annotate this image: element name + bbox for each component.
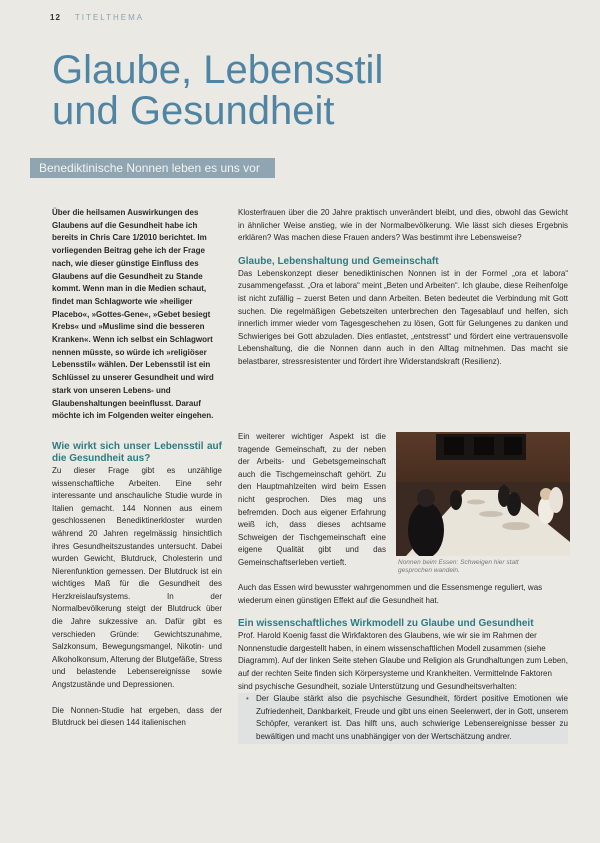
intro-paragraph: Über die heilsamen Auswirkungen des Glaubens auf die Gesundheit habe ich bereits in Chris Care 1/2010 berichtet. Im vorliegenden Beitrag gehe ich der Frage nach, wie dieser günstige Einfluss des Glaubens auf die Gesundheit zu Stande kommt. Wenn man in die Medien schaut, findet man Schlagworte wie »heiliger Placebo«, »Gottes-Gene«, »Gebet besiegt Krebs« und »Muslime sind die besseren Kranken«. Wenn ich selbst ein Schlagwort nennen müsste, so würde ich »religiöser Lebensstil« wählen. Der Lebensstil ist ein Schlüssel zu unserer Gesundheit und wird stark von unseren Lebens- und Glaubenshaltungen beeinflusst. Darauf möchte ich im Folgenden weiter eingehen.: [52, 208, 214, 421]
column-left: [52, 207, 222, 730]
community-paragraph-3: Auch das Essen wird bewusster wahrgenommen und die Essensmenge reguliert, was wiederum einen günstigen Effekt auf die Gesundheit hat.: [238, 583, 543, 605]
column-right-lower: [238, 582, 568, 744]
model-bullet-list: [238, 693, 568, 743]
lifestyle-paragraph-1: Zu dieser Frage gibt es unzählige wissenschaftliche Arbeiten. Eine sehr interessante und anschauliche Studie wurde in Italien gemacht. 144 Nonnen aus einem geschlossenen Benediktinerkloster wurden während 20 Jahren regelmässig hinsichtlich ihres Gesundheitszustandes untersucht. Dabei wurden Gewicht, Blutdruck, Cholesterin und Nierenfunktion gemessen. Der Blutdruck ist ein wichtiges Maß für die Gesundheit des Herzkreislaufsystems. In der Normalbevölkerung steigt der Blutdruck über die Jahre sukzessive an. Dafür gibt es verschieden Gründe: Gewichtszunahme, Salzkonsum, Bewegungsmangel, Nikotin- und Alkoholkonsum, Alterung der Blutgefäße, Stress und belastende Lebensereignisse sowie Angstzustände und Depressionen.: [52, 465, 222, 690]
page-header: [50, 10, 144, 24]
community-paragraph-2: Ein weiterer wichtiger Aspekt ist die tragende Gemeinschaft, zu der neben der Arbeits- und Gebetsgemeinschaft auch die Tischgemeinschaft gehört. Zu den Hauptmahlzeiten wird beim Essen nicht gesprochen. Dies mag uns befremden. Doch aus eigener Erfahrung weiß ich, dass dieses achtsame Schweigen der Tischgemeinschaft eine eigene Qualität gibt und das Gemeinschaftserleben vertieft.: [238, 432, 386, 567]
model-bullet-1: • Der Glaube stärkt also die psychische Gesundheit, fördert positive Emotionen wie Zufriedenheit, Dankbarkeit, Freude und gibt uns einen Seelenwert, der in Gott, unserem Schöpfer, verankert ist. Das hilft uns, auch schwierige Lebensereignisse besser zu bewältigen und macht uns unabhängiger von der Wertschätzung andrer.: [248, 693, 568, 743]
photo-caption: Nonnen beim Essen: Schweigen hier statt gesprochen wandeln.: [398, 559, 519, 574]
lifestyle-paragraph-2: Die Nonnen-Studie hat ergeben, dass der Blutdruck bei diesen 144 italienischen: [52, 705, 222, 728]
page-number: 12: [50, 12, 61, 22]
nuns-dining-photo: [396, 432, 570, 556]
section-heading-community: Glaube, Lebenshaltung und Gemeinschaft: [238, 255, 439, 267]
community-paragraph: Das Lebenskonzept dieser benediktinischen Nonnen ist in der Formel „ora et labora“ zusammengefasst. „Ora et labora“ meint „Beten und Arbeiten“. Ich glaube, diese Reihenfolge ist nicht zufällig – zuerst Beten und dann Arbeiten. Beten bedeutet die Verbindung mit Gott suchen. Die regelmäßigen Gebetszeiten unterbrechen den Tagesablauf und helfen, sich innerlich immer wieder vom Tagesgeschehen zu lösen, Gott für Gelungenes zu danken und Schwieriges bei Gott abzuladen. Dies entlastet, „entstresst“ und fördert eine vertrauensvolle Lebenshaltung, die die Nonnen dann auch in den Alltag mitnehmen. Das macht sie belastbarer, stressresistenter und fördert ihre Widerstandskraft (Resilienz).: [238, 268, 568, 366]
section-heading-lifestyle: Wie wirkt sich unser Lebensstil auf die Gesundheit aus?: [52, 440, 222, 464]
section-label: TITELTHEMA: [74, 12, 145, 22]
dining-room-image: [396, 432, 570, 556]
section-heading-model: Ein wissenschaftliches Wirkmodell zu Glaube und Gesundheit: [238, 618, 534, 630]
subtitle-bar: Benediktinische Nonnen leben es uns vor: [30, 158, 275, 178]
community-side-text: [238, 431, 386, 570]
model-paragraph: Prof. Harold Koenig fasst die Wirkfaktoren des Glaubens, wie wir sie im Rahmen der Nonnenstudie dargestellt haben, in einem wissenschaftlichen Modell zusammen (siehe Diagramm). Auf der linken Seite stehen Glaube und Religion als Grundhaltungen zum Leben, auf der rechten Seite finden sich Körpersysteme und Krankheiten. Vermittelnde Faktoren sind psychische Gesundheit, soziale Unterstützung und Gesundheitsverhalten:: [238, 631, 568, 691]
article-title: [52, 50, 572, 132]
col2-paragraph-1: Klosterfrauen über die 20 Jahre praktisch unverändert bleibt, und dies, obwohl das Gewicht in ähnlicher Weise anstieg, wie in der Normalbevölkerung. Wie lässt sich dieses Ergebnis erklären? Was machen diese Frauen anders? Was bestimmt ihre Lebensweise?: [238, 208, 568, 243]
title-line-2: und Gesundheit: [52, 89, 335, 133]
title-line-1: Glaube, Lebensstil: [52, 48, 384, 92]
column-right: [238, 207, 568, 369]
